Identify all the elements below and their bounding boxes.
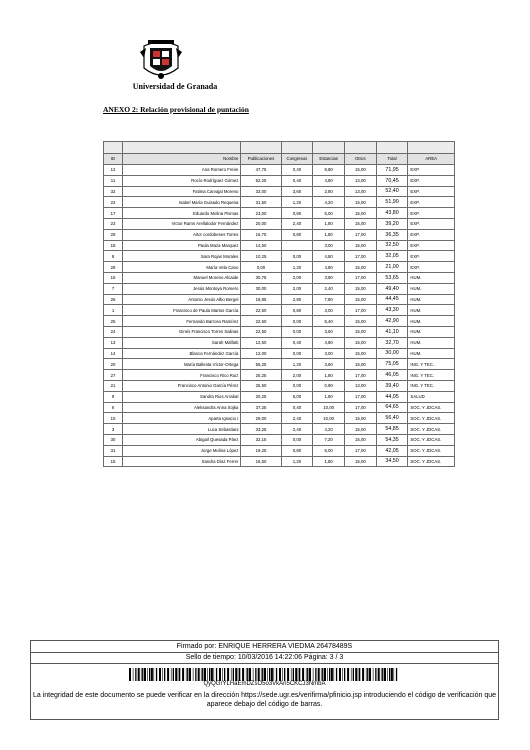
cell-nombre: Ana Romero Freire [123,165,241,176]
col-estancias: Estancias [313,153,345,165]
cell-tot: 46,05 [376,370,408,381]
cell-otr: 15,00 [345,208,377,219]
cell-est: 2,40 [313,283,345,294]
cell-area: HUM. [408,305,455,316]
cell-tot: 44,45 [376,294,408,305]
cell-otr: 15,00 [345,413,377,424]
cell-area: ING. Y TEC. [408,380,455,391]
cell-est: 7,20 [313,434,345,445]
cell-pub: 14,50 [241,240,281,251]
cell-con: 0,40 [281,175,313,186]
cell-pub: 0,00 [241,262,281,273]
cell-id: 25 [104,316,123,327]
cell-con: 1,20 [281,456,313,467]
cell-otr: 15,00 [345,165,377,176]
cell-tot: 39,40 [376,380,408,391]
cell-otr: 15,00 [345,262,377,273]
cell-tot: 36,35 [376,229,408,240]
table-row [104,229,455,240]
cell-pub: 20,25 [241,391,281,402]
table-row [104,456,455,467]
cell-pub: 52,25 [241,175,281,186]
cell-est: 4,80 [313,251,345,262]
cell-nombre: Aitor cordobeses Torres [123,229,241,240]
cell-otr: 15,00 [345,359,377,370]
cell-id: 21 [104,380,123,391]
cell-otr: 15,00 [345,197,377,208]
cell-pub: 22,50 [241,316,281,327]
table-row [104,305,455,316]
table-row [104,434,455,445]
cell-est: 4,20 [313,424,345,435]
cell-pub: 29,00 [241,413,281,424]
col-otros: Otros [345,153,377,165]
cell-area: EXP. [408,218,455,229]
cell-con: 2,40 [281,413,313,424]
cell-nombre: Isabel María Guisado Requena [123,197,241,208]
cell-con: 2,40 [281,218,313,229]
cell-est: 4,80 [313,175,345,186]
table-row [104,424,455,435]
col-congresos: Congresos [281,153,313,165]
cell-con: 1,20 [281,262,313,273]
cell-area: EXP. [408,251,455,262]
signed-by: Firmado por: ENRIQUE HERRERA VIEDMA 26478489S [31,641,498,653]
table-row [104,218,455,229]
cell-con: 0,00 [281,316,313,327]
barcode-image [129,668,399,681]
cell-otr: 15,00 [345,348,377,359]
cell-id: 18 [104,240,123,251]
cell-pub: 31,50 [241,197,281,208]
cell-est: 4,20 [313,197,345,208]
cell-tot: 41,10 [376,326,408,337]
cell-est: 1,80 [313,456,345,467]
cell-id: 20 [104,359,123,370]
cell-est: 4,80 [313,337,345,348]
cell-otr: 13,00 [345,175,377,186]
cell-id: 29 [104,229,123,240]
cell-tot: 30,00 [376,348,408,359]
cell-otr: 13,00 [345,186,377,197]
cell-nombre: Jesús Montoya Romero [123,283,241,294]
cell-nombre: Jorge Molina López [123,445,241,456]
cell-pub: 30,75 [241,272,281,283]
cell-id: 15 [104,456,123,467]
cell-area: SOC. Y JDCAS. [408,402,455,413]
cell-nombre: Victor Ramn Arellalodor Fernández [123,218,241,229]
cell-tot: 21,00 [376,262,408,273]
verification-notice: La integridad de este documento se puede verificar en la dirección https://sede.ugr.es/verifirma/pfinicio.jsp introduciendo el código de verificación que aparece debajo del código de barras. [32,692,497,708]
table-row [104,283,455,294]
cell-con: 2,00 [281,370,313,381]
cell-tot: 43,30 [376,305,408,316]
cell-est: 3,00 [313,305,345,316]
cell-pub: 16,50 [241,456,281,467]
cell-con: 2,00 [281,272,313,283]
cell-nombre: Sandra Rios Arrabal [123,391,241,402]
cell-con: 2,40 [281,424,313,435]
cell-tot: 32,70 [376,337,408,348]
cell-con: 0,00 [281,251,313,262]
table-row [104,413,455,424]
cell-est: 8,80 [313,165,345,176]
cell-area: EXP. [408,186,455,197]
cell-otr: 15,00 [345,424,377,435]
cell-con: 0,00 [281,380,313,391]
cell-otr: 15,00 [345,434,377,445]
cell-id: 6 [104,402,123,413]
col-area: AREA [408,153,455,165]
cell-area: HUM. [408,272,455,283]
cell-est: 1,80 [313,391,345,402]
cell-tot: 42,90 [376,316,408,327]
cell-area: HUM. [408,348,455,359]
cell-est: 3,00 [313,240,345,251]
cell-est: 5,00 [313,445,345,456]
cell-tot: 43,80 [376,208,408,219]
timestamp: Sello de tiempo: 10/03/2016 14:22:06 Página: 3 / 3 [31,652,498,664]
cell-area: EXP. [408,208,455,219]
cell-area: HUM. [408,337,455,348]
cell-con: 2,80 [281,294,313,305]
cell-est: 3,90 [313,272,345,283]
cell-nombre: María Ballesta Víctor-Ortega [123,359,241,370]
cell-pub: 25,50 [241,380,281,391]
cell-id: 31 [104,445,123,456]
cell-pub: 19,25 [241,445,281,456]
cell-pub: 32,15 [241,434,281,445]
cell-area: HUM. [408,316,455,327]
cell-pub: 33,00 [241,186,281,197]
cell-con: 0,40 [281,165,313,176]
cell-pub: 55,25 [241,359,281,370]
cell-nombre: Eduardo Molina Pismas [123,208,241,219]
table-row [104,197,455,208]
cell-nombre: Sarah Malfatti [123,337,241,348]
cell-id: 23 [104,218,123,229]
cell-nombre: Blanca Fernández García [123,348,241,359]
cell-id: 32 [104,186,123,197]
cell-est: 5,00 [313,208,345,219]
table-row [104,348,455,359]
annex-title: ANEXO 2: Relación provisional de puntación [103,105,249,114]
cell-otr: 17,00 [345,229,377,240]
cell-est: 7,80 [313,294,345,305]
cell-con: 2,00 [281,283,313,294]
cell-id: 22 [104,197,123,208]
cell-nombre: Paula Maza Marquez [123,240,241,251]
table-row [104,262,455,273]
cell-id: 24 [104,326,123,337]
table-row [104,370,455,381]
cell-tot: 56,40 [376,413,408,424]
signature-box [30,640,499,720]
cell-nombre: Ginés Francisco Torres Salinas [123,326,241,337]
cell-pub: 22,50 [241,326,281,337]
cell-otr: 17,00 [345,305,377,316]
cell-id: 8 [104,251,123,262]
table-row [104,402,455,413]
cell-est: 3,60 [313,326,345,337]
cell-nombre: Antonio Jesús Albo Bergel [123,294,241,305]
cell-otr: 15,00 [345,316,377,327]
table-row [104,337,455,348]
cell-id: 3 [104,424,123,435]
cell-nombre: Rocío Rodríguez Gómez [123,175,241,186]
cell-nombre: Fatima Carvajal Moreno [123,186,241,197]
cell-tot: 51,90 [376,197,408,208]
cell-est: 1,80 [313,370,345,381]
cell-est: 1,80 [313,218,345,229]
cell-nombre: Abigail Quesada Páez [123,434,241,445]
col-nombre: Nombre [123,153,241,165]
cell-con: 0,40 [281,337,313,348]
cell-pub: 22,50 [241,305,281,316]
cell-otr: 17,00 [345,272,377,283]
cell-area: EXP. [408,197,455,208]
cell-pub: 12,50 [241,337,281,348]
cell-tot: 39,20 [376,218,408,229]
cell-id: 27 [104,370,123,381]
cell-id: 9 [104,391,123,402]
cell-otr: 17,00 [345,402,377,413]
cell-tot: 32,05 [376,251,408,262]
table-row [104,316,455,327]
cell-tot: 34,50 [376,456,408,467]
cell-pub: 23,00 [241,208,281,219]
cell-pub: 12,00 [241,348,281,359]
table-row [104,326,455,337]
table-row [104,208,455,219]
cell-nombre: Manuel Moreno Alcaide [123,272,241,283]
cell-con: 1,20 [281,197,313,208]
cell-nombre: Francisco Rico Ruiz [123,370,241,381]
cell-est: 0,90 [313,380,345,391]
cell-area: HUM. [408,326,455,337]
cell-pub: 37,25 [241,402,281,413]
table-blank-row [104,142,455,154]
table-row [104,165,455,176]
table-row [104,186,455,197]
cell-area: HUM. [408,294,455,305]
cell-nombre: Fernando Barroso Ramírez [123,316,241,327]
cell-area: SALUD [408,391,455,402]
cell-id: 13 [104,337,123,348]
cell-con: 0,00 [281,326,313,337]
cell-tot: 44,05 [376,391,408,402]
cell-pub: 33,25 [241,424,281,435]
cell-con: 0,80 [281,208,313,219]
cell-otr: 15,00 [345,240,377,251]
cell-pub: 30,00 [241,283,281,294]
cell-con: 0,00 [281,348,313,359]
cell-id: 30 [104,434,123,445]
cell-tot: 49,40 [376,283,408,294]
cell-otr: 15,00 [345,456,377,467]
cell-tot: 54,35 [376,434,408,445]
cell-tot: 42,05 [376,445,408,456]
cell-con: 0,80 [281,445,313,456]
cell-pub: 16,75 [241,229,281,240]
cell-est: 3,60 [313,359,345,370]
table-row [104,175,455,186]
cell-id: 11 [104,175,123,186]
table-row [104,240,455,251]
cell-est: 2,80 [313,186,345,197]
cell-id: 10 [104,413,123,424]
cell-area: ING. Y TEC. [408,359,455,370]
table-row [104,251,455,262]
cell-tot: 75,05 [376,359,408,370]
cell-con: 0,80 [281,305,313,316]
cell-tot: 71,95 [376,165,408,176]
verification-code: QyQGrYLHaEmDZsO5o3VkAn5CKCJ3NmbA [203,681,326,687]
cell-tot: 70,45 [376,175,408,186]
table-row [104,380,455,391]
cell-area: EXP. [408,165,455,176]
cell-est: 4,80 [313,262,345,273]
cell-con: 5,00 [281,391,313,402]
table-row [104,445,455,456]
cell-pub: 25,25 [241,370,281,381]
cell-area: HUM. [408,283,455,294]
col-publicaciones: Publicaciones [241,153,281,165]
table-row [104,294,455,305]
table-row [104,391,455,402]
cell-nombre: Luca Sebastiani [123,424,241,435]
table-row [104,272,455,283]
cell-id: 16 [104,272,123,283]
cell-otr: 15,00 [345,294,377,305]
cell-area: ING. Y TEC. [408,370,455,381]
cell-otr: 17,00 [345,370,377,381]
cell-pub: 20,00 [241,218,281,229]
cell-id: 14 [104,348,123,359]
cell-con: 0,00 [281,434,313,445]
cell-pub: 18,85 [241,294,281,305]
cell-est: 10,00 [313,402,345,413]
cell-id: 26 [104,294,123,305]
cell-otr: 15,00 [345,218,377,229]
cell-con [281,240,313,251]
score-table [103,141,455,467]
cell-otr: 13,00 [345,380,377,391]
cell-nombre: María Vela Cano [123,262,241,273]
cell-otr: 17,00 [345,445,377,456]
cell-est: 1,80 [313,229,345,240]
cell-area: EXP. [408,175,455,186]
cell-otr: 17,00 [345,391,377,402]
cell-est: 3,00 [313,348,345,359]
cell-tot: 52,40 [376,186,408,197]
table-header-row [104,153,455,165]
cell-tot: 64,65 [376,402,408,413]
cell-area: EXP. [408,229,455,240]
cell-est: 10,00 [313,413,345,424]
cell-area: EXP. [408,240,455,251]
cell-id: 1 [104,305,123,316]
cell-area: SOC. Y JDCAS. [408,424,455,435]
cell-area: SOC. Y JDCAS. [408,445,455,456]
cell-otr: 17,00 [345,251,377,262]
cell-id: 7 [104,283,123,294]
cell-pub: 47,75 [241,165,281,176]
cell-area: SOC. Y JDCAS. [408,456,455,467]
cell-nombre: Francisco de Paula Martos García [123,305,241,316]
university-crest-logo [138,38,184,82]
cell-id: 12 [104,165,123,176]
cell-nombre: Sandra Díaz Ferrer [123,456,241,467]
cell-nombre: Aparta Ignacio I [123,413,241,424]
cell-con: 3,60 [281,186,313,197]
cell-tot: 54,85 [376,424,408,435]
cell-con: 0,40 [281,402,313,413]
cell-otr: 15,00 [345,283,377,294]
university-name: Universidad de Granada [132,82,218,91]
cell-area: SOC. Y JDCAS. [408,413,455,424]
cell-otr: 15,00 [345,326,377,337]
cell-est: 5,40 [313,316,345,327]
col-total: Total [376,153,408,165]
cell-id: 28 [104,262,123,273]
cell-con: 0,80 [281,229,313,240]
col-id: ID [104,153,123,165]
cell-nombre: Aleksandra Anna Sojka [123,402,241,413]
cell-nombre: Sara Rojas Morales [123,251,241,262]
cell-area: SOC. Y JDCAS. [408,434,455,445]
cell-id: 17 [104,208,123,219]
cell-pub: 10,25 [241,251,281,262]
cell-con: 1,20 [281,359,313,370]
cell-nombre: Francisco Antonio García Pérez [123,380,241,391]
cell-area: EXP. [408,262,455,273]
cell-tot: 53,65 [376,272,408,283]
cell-otr: 15,00 [345,337,377,348]
table-row [104,359,455,370]
cell-tot: 32,50 [376,240,408,251]
